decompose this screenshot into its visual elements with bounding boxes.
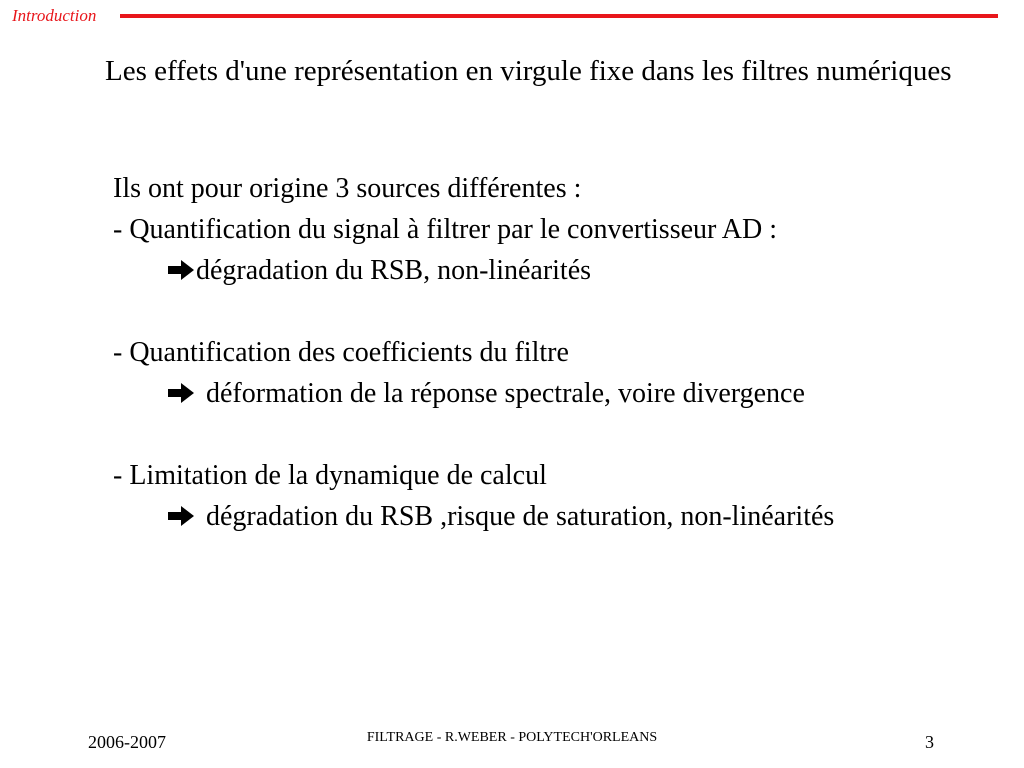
item-consequence-1 (113, 250, 1013, 291)
item-consequence-3 (113, 496, 1013, 537)
slide-body (113, 168, 1013, 537)
item-heading-3: - Limitation de la dynamique de calcul (113, 460, 547, 491)
footer-course: FILTRAGE - R.WEBER - POLYTECH'ORLEANS (366, 730, 658, 745)
item-consequence-2 (113, 373, 1013, 414)
item-heading-2: - Quantification des coefficients du filtre (113, 337, 569, 368)
footer-date: 2006-2007 (88, 732, 166, 752)
right-arrow-icon (166, 505, 196, 527)
item-heading-1: - Quantification du signal à filtrer par le convertisseur AD : (113, 214, 778, 245)
consequence-text-1: dégradation du RSB, non-linéarités (196, 255, 592, 286)
page-number: 3 (925, 732, 934, 752)
intro-text: Ils ont pour origine 3 sources différentes : (113, 173, 582, 204)
spacer (113, 291, 1013, 332)
section-label: Introduction (12, 6, 97, 25)
right-arrow-icon (166, 382, 196, 404)
header-divider (120, 14, 998, 18)
slide-title: Les effets d'une représentation en virgule fixe dans les filtres numériques (105, 55, 952, 87)
consequence-text-2: déformation de la réponse spectrale, voire divergence (206, 378, 805, 409)
consequence-text-3: dégradation du RSB ,risque de saturation, non-linéarités (206, 501, 835, 532)
spacer (113, 414, 1013, 455)
right-arrow-icon (166, 259, 196, 281)
